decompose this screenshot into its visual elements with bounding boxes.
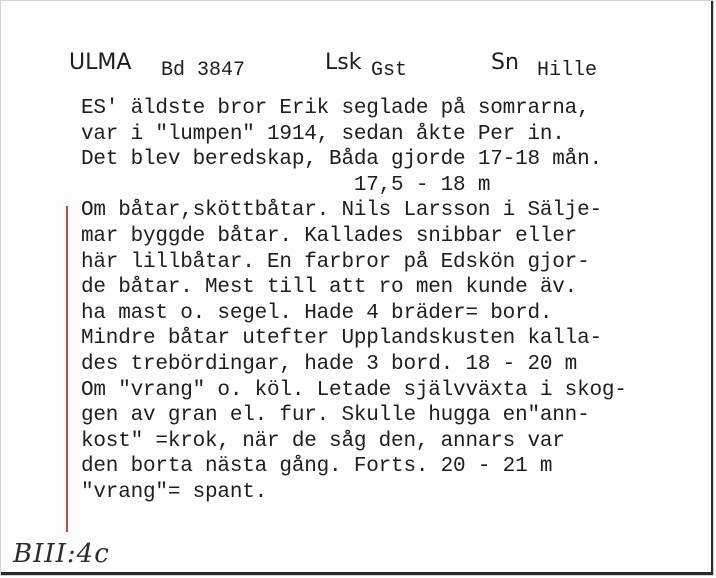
archive-name: ULMA (69, 50, 132, 75)
card-right-edge (711, 1, 713, 575)
text-line: ES' äldste bror Erik seglade på somrarna, (81, 97, 590, 120)
text-line: här lillbåtar. En farbror på Edskön gjor- (81, 250, 590, 274)
text-line: "vrang"= spant. (81, 480, 268, 504)
text-line: des trebördingar, hade 3 bord. 18 - 20 m (81, 352, 578, 376)
margin-rule (66, 206, 68, 532)
card-header (1, 47, 713, 87)
text-line: Mindre båtar utefter Upplandskusten kalla- (81, 327, 602, 351)
text-line: mar byggde båtar. Kallades snibbar eller (81, 224, 578, 248)
text-line: 17,5 - 18 m (81, 173, 491, 197)
text-line: Om "vrang" o. köl. Letade självväxta i skog- (81, 378, 627, 402)
text-line: ha mast o. segel. Hade 4 bräder= bord. (81, 301, 553, 325)
text-line: den borta nästa gång. Forts. 20 - 21 m (81, 455, 553, 479)
text-line: Om båtar,sköttbåtar. Nils Larsson i Sälje- (81, 199, 602, 223)
text-line: Det blev beredskap, Båda gjorde 17-18 mån. (81, 148, 602, 172)
lsk-value: Gst (371, 59, 408, 82)
sn-label: Sn (491, 50, 519, 75)
handwritten-code: BIII:4c (13, 539, 110, 569)
sn-value: Hille (537, 59, 598, 82)
card-bottom-edge (1, 572, 713, 575)
text-line: gen av gran el. fur. Skulle hugga en"ann- (81, 404, 590, 428)
text-line: kost" =krok, när de såg den, annars var (81, 429, 565, 453)
typed-text (81, 96, 627, 506)
volume-number: Bd 3847 (161, 59, 246, 82)
text-line: de båtar. Mest till att ro men kunde äv. (81, 276, 578, 300)
lsk-label: Lsk (325, 50, 362, 75)
text-line: var i "lumpen" 1914, sedan åkte Per in. (81, 122, 565, 146)
